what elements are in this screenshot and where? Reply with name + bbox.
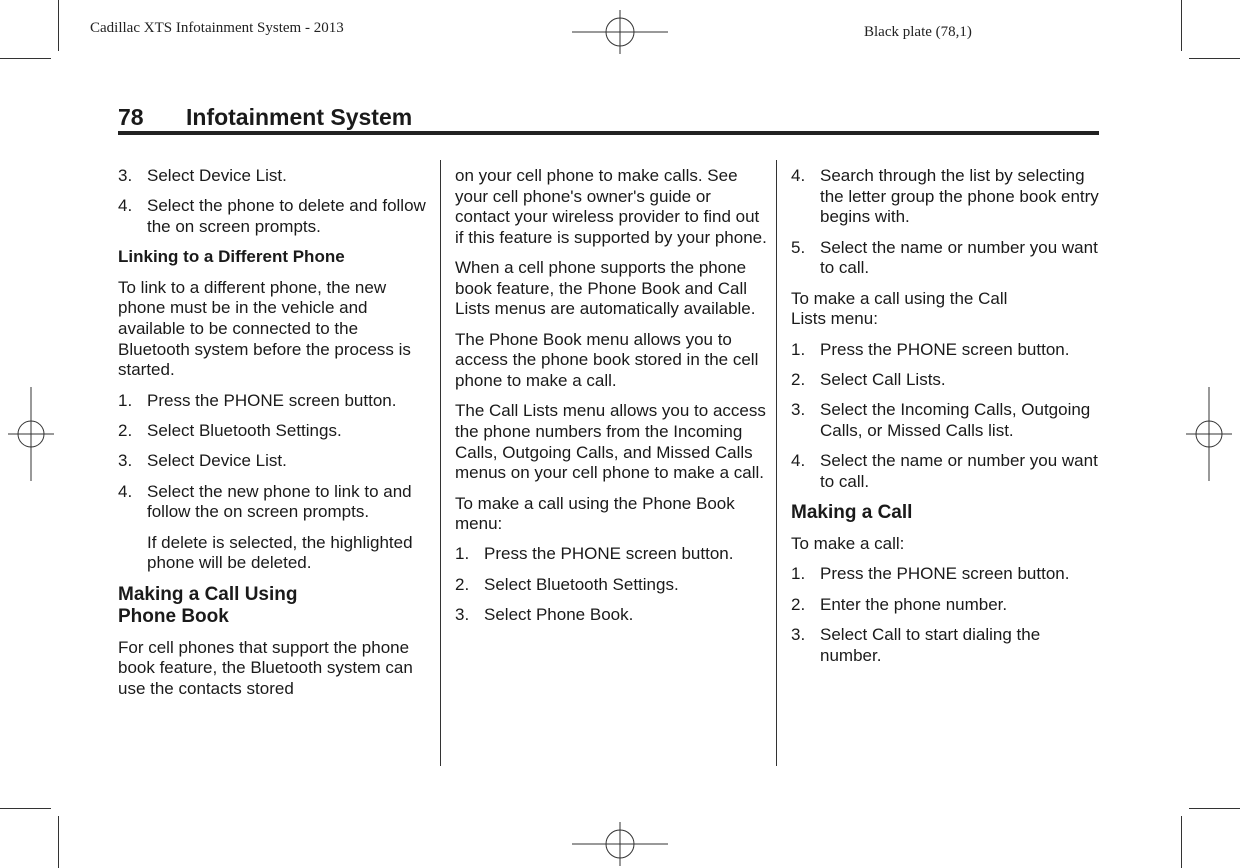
list-item: 2. Select Bluetooth Settings. bbox=[118, 420, 342, 440]
paragraph: The Call Lists menu allows you to access the phone numbers from the Incoming Calls, Outgoing Calls, and Missed Calls menus on your cell phone to make a call. bbox=[455, 401, 766, 483]
list-item: 2. Enter the phone number. bbox=[791, 594, 1008, 614]
registration-target-top-icon bbox=[572, 10, 668, 54]
paragraph: When a cell phone supports the phone book feature, the Phone Book and Call Lists menus are automatically available. bbox=[455, 258, 756, 319]
registration-target-bottom-icon bbox=[572, 822, 668, 866]
list-item: 4. Search through the list by selecting the letter group the phone book entry begins with. bbox=[791, 166, 1099, 227]
list-item: 2. Select Call Lists. bbox=[791, 369, 946, 389]
section-title: Infotainment System bbox=[186, 104, 413, 130]
column-1 bbox=[118, 166, 430, 709]
list-item: 3. Select Device List. bbox=[118, 451, 287, 471]
paragraph: To make a call using the Phone Book menu: bbox=[455, 493, 735, 534]
registration-target-right-icon bbox=[1186, 387, 1232, 481]
paragraph: on your cell phone to make calls. See your cell phone's owner's guide or contact your wireless provider to find out if this feature is supported by your phone. bbox=[455, 166, 767, 247]
column-3 bbox=[791, 166, 1103, 676]
list-item: 1. Press the PHONE screen button. bbox=[791, 564, 1070, 584]
list-item: 2. Select Bluetooth Settings. bbox=[455, 574, 679, 594]
paragraph: To make a call: bbox=[791, 533, 905, 553]
list-item: 3. Select Call to start dialing the number. bbox=[791, 624, 1041, 665]
list-item: 3. Select Device List. bbox=[118, 166, 287, 185]
column-divider bbox=[776, 160, 777, 766]
column-divider bbox=[440, 160, 441, 766]
column-2 bbox=[455, 166, 767, 636]
list-item: 4. Select the phone to delete and follow the on screen prompts. bbox=[118, 196, 426, 236]
list-item: 5. Select the name or number you want to call. bbox=[791, 237, 1098, 278]
list-item: 1. Press the PHONE screen button. bbox=[118, 390, 397, 410]
paragraph: For cell phones that support the phone book feature, the Bluetooth system can use the contacts stored bbox=[118, 637, 413, 698]
heading-making-a-call: Making a Call bbox=[791, 502, 913, 524]
paragraph: The Phone Book menu allows you to access the phone book stored in the cell phone to make a call. bbox=[455, 329, 759, 390]
slug-left: Cadillac XTS Infotainment System - 2013 bbox=[90, 20, 344, 36]
list-item: 3. Select Phone Book. bbox=[455, 605, 634, 625]
list-item: 1. Press the PHONE screen button. bbox=[791, 339, 1070, 359]
page-number: 78 bbox=[118, 104, 144, 130]
list-item: 4. Select the name or number you want to call. bbox=[791, 451, 1098, 491]
list-item: 3. Select the Incoming Calls, Outgoing Calls, or Missed Calls list. bbox=[791, 400, 1091, 440]
paragraph: To make a call using the Call Lists menu: bbox=[791, 288, 1008, 329]
header-rule bbox=[118, 131, 1099, 135]
list-item: 4. Select the new phone to link to and follow the on screen prompts. bbox=[118, 481, 412, 522]
list-item: 1. Press the PHONE screen button. bbox=[455, 544, 734, 564]
subheading-linking: Linking to a Different Phone bbox=[118, 247, 345, 267]
note: If delete is selected, the highlighted phone will be deleted. bbox=[147, 532, 413, 573]
paragraph: To link to a different phone, the new phone must be in the vehicle and available to be connected to the Bluetooth system before the process is started. bbox=[118, 277, 411, 380]
heading-phone-book: Making a Call Using Phone Book bbox=[118, 583, 298, 628]
registration-target-left-icon bbox=[8, 387, 54, 481]
slug-right: Black plate (78,1) bbox=[864, 24, 972, 40]
